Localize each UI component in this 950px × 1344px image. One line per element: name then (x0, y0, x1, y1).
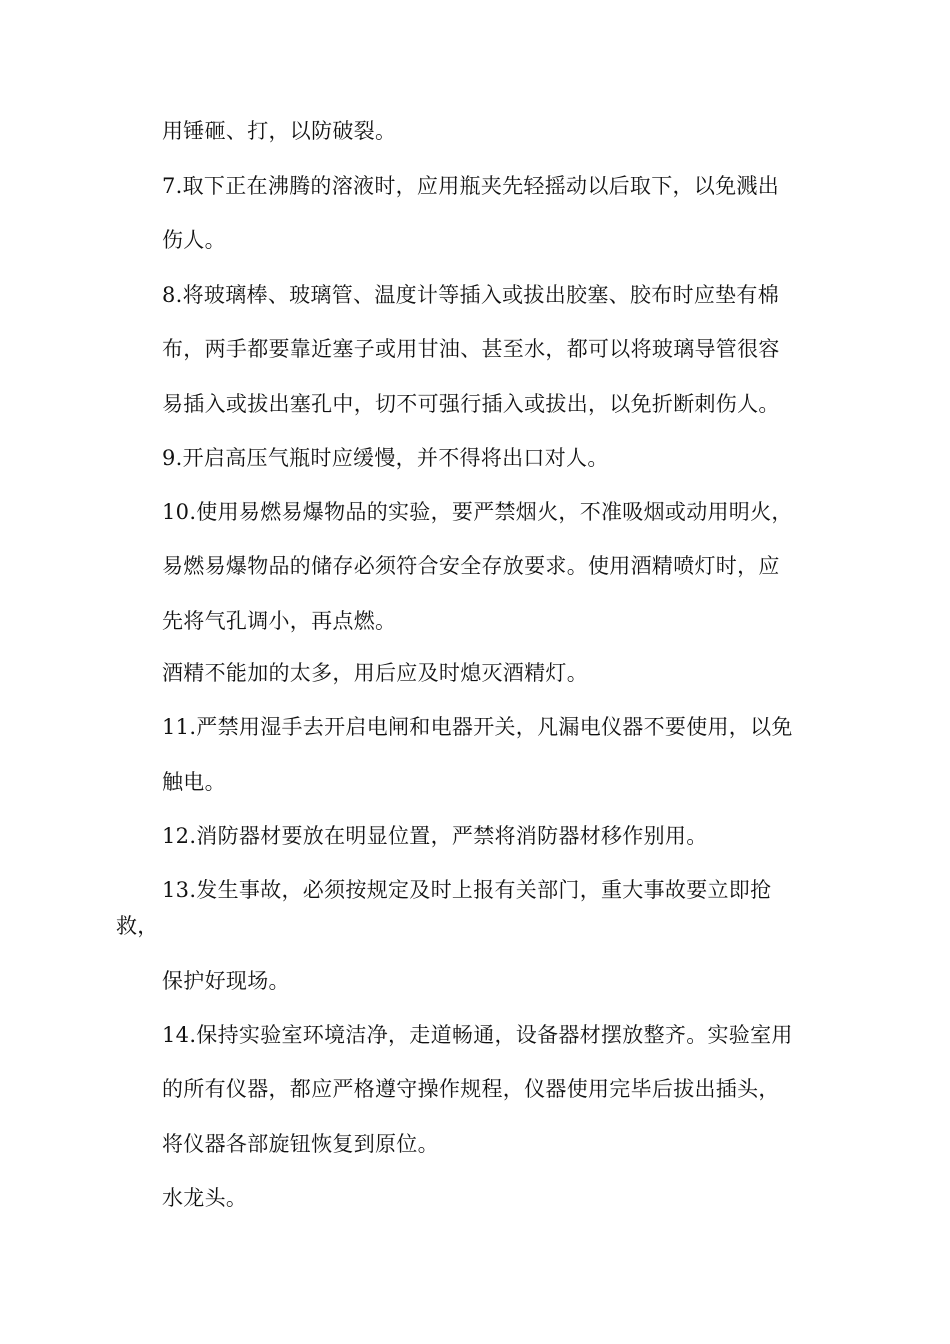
text-line: 布，两手都要靠近塞子或用甘油、甚至水，都可以将玻璃导管很容 (162, 337, 780, 361)
text-line: 酒精不能加的太多，用后应及时熄灭酒精灯。 (162, 661, 588, 685)
text-line: 12.消防器材要放在明显位置，严禁将消防器材移作别用。 (162, 824, 708, 848)
text-line: 先将气孔调小，再点燃。 (162, 609, 397, 633)
text-line: 易燃易爆物品的储存必须符合安全存放要求。使用酒精喷灯时，应 (162, 554, 780, 578)
text-line: 触电。 (162, 770, 226, 794)
text-line: 10.使用易燃易爆物品的实验，要严禁烟火，不准吸烟或动用明火， (162, 500, 793, 524)
text-line: 用锤砸、打，以防破裂。 (162, 119, 397, 143)
text-line: 伤人。 (162, 228, 226, 252)
text-line: 14.保持实验室环境洁净，走道畅通，设备器材摆放整齐。实验室用 (162, 1023, 793, 1047)
text-line: 9.开启高压气瓶时应缓慢，并不得将出口对人。 (162, 446, 609, 470)
text-line: 保护好现场。 (162, 969, 290, 993)
text-line: 的所有仪器，都应严格遵守操作规程，仪器使用完毕后拔出插头， (162, 1077, 780, 1101)
text-line: 13.发生事故，必须按规定及时上报有关部门，重大事故要立即抢 (162, 878, 772, 902)
text-line: 7.取下正在沸腾的溶液时，应用瓶夹先轻摇动以后取下，以免溅出 (162, 174, 780, 198)
text-line: 11.严禁用湿手去开启电闸和电器开关，凡漏电仪器不要使用，以免 (162, 715, 793, 739)
text-line: 水龙头。 (162, 1186, 248, 1210)
text-line: 将仪器各部旋钮恢复到原位。 (162, 1132, 439, 1156)
text-line: 8.将玻璃棒、玻璃管、温度计等插入或拔出胶塞、胶布时应垫有棉 (162, 283, 780, 307)
text-line: 易插入或拔出塞孔中，切不可强行插入或拔出，以免折断刺伤人。 (162, 392, 780, 416)
text-line: 救， (116, 914, 159, 938)
